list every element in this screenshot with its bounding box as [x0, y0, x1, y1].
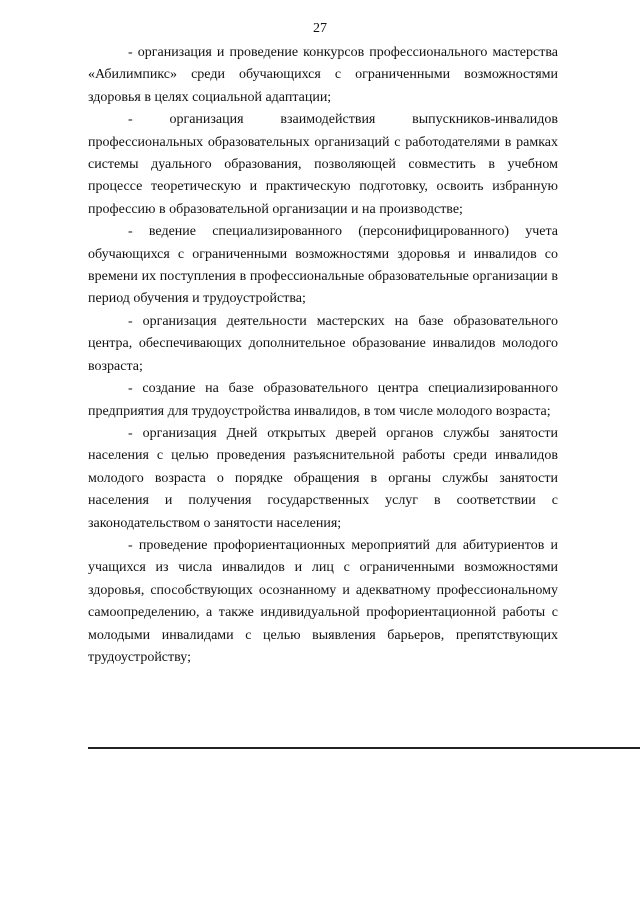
- list-item-paragraph: - организация и проведение конкурсов профессионального мастерства «Абилимпикс» среди обучающихся с ограниченными возможностями здоровья в целях социальной адаптации;: [88, 45, 558, 105]
- list-item-paragraph: - организация Дней открытых дверей органов службы занятости населения с целью проведения разъяснительной работы среди инвалидов молодого возраста о порядке обращения в органы службы занятости населения и получения государственных услуг в соответствии с законодательством о занятости населения;: [88, 425, 558, 531]
- page-number: 27: [313, 21, 327, 36]
- list-item-paragraph: - проведение профориентационных мероприятий для абитуриентов и учащихся из числа инвалидов и лиц с ограниченными возможностями здоровья, способствующих осознанному и адекватному профессиональному самоопределению, а также индивидуальной профориентационной работы с молодыми инвалидами с целью выявления барьеров, препятствующих трудоустройству;: [88, 537, 558, 665]
- list-item-paragraph: - организация деятельности мастерских на базе образовательного центра, обеспечивающих дополнительное образование инвалидов молодого возраста;: [88, 313, 558, 374]
- body-text: [88, 42, 558, 669]
- list-item-paragraph: - создание на базе образовательного центра специализированного предприятия для трудоустройства инвалидов, в том числе молодого возраста;: [88, 381, 558, 419]
- list-item-paragraph: - организация взаимодействия выпускников-инвалидов профессиональных образовательных организаций с работодателями в рамках системы дуального образования, позволяющей совместить в учебном процессе теоретическую и практическую подготовку, освоить избранную профессию в образовательной организации и на производстве;: [88, 112, 558, 217]
- list-item-paragraph: - ведение специализированного (персонифицированного) учета обучающихся с ограниченными возможностями здоровья и инвалидов со времени их поступления в профессиональные образовательные организации в период обучения и трудоустройства;: [88, 224, 558, 307]
- bottom-divider: [88, 747, 640, 749]
